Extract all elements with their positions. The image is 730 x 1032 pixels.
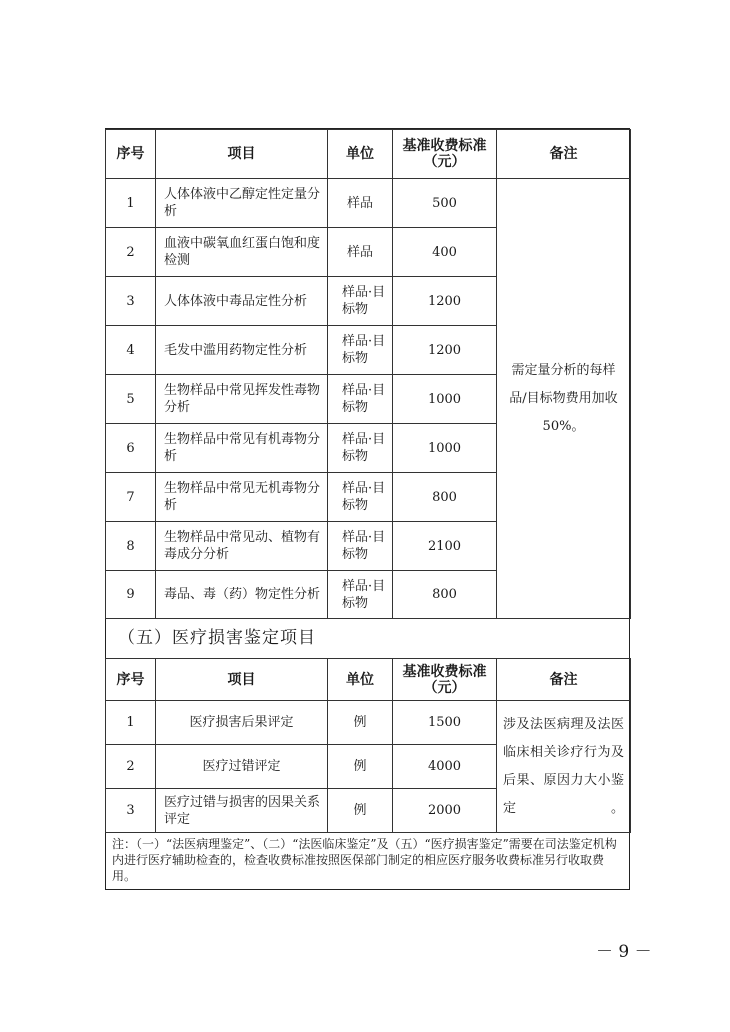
row-no: 7 [106, 473, 156, 522]
header-unit: 单位 [328, 659, 393, 701]
row-unit: 样品 [328, 228, 393, 277]
medical-damage-note: 涉及法医病理及法医临床相关诊疗行为及后果、原因力大小鉴定。 [497, 701, 631, 833]
row-fee: 800 [393, 571, 497, 619]
table-header-row [106, 659, 631, 701]
row-no: 2 [106, 228, 156, 277]
row-fee: 4000 [393, 745, 497, 789]
row-fee: 800 [393, 473, 497, 522]
row-fee: 500 [393, 179, 497, 228]
row-fee: 2100 [393, 522, 497, 571]
header-unit: 单位 [328, 130, 393, 179]
row-no: 4 [106, 326, 156, 375]
row-no: 3 [106, 277, 156, 326]
row-no: 2 [106, 745, 156, 789]
row-unit: 样品·目标物 [328, 424, 393, 473]
row-item: 毛发中滥用药物定性分析 [156, 326, 328, 375]
row-no: 6 [106, 424, 156, 473]
row-item: 人体体液中毒品定性分析 [156, 277, 328, 326]
row-unit: 例 [328, 701, 393, 745]
row-unit: 样品·目标物 [328, 277, 393, 326]
page-number: － 9 － [596, 942, 652, 962]
table-row [106, 701, 631, 745]
section-title: （五）医疗损害鉴定项目 [106, 617, 629, 659]
row-unit: 样品 [328, 179, 393, 228]
row-fee: 2000 [393, 789, 497, 833]
row-unit: 例 [328, 789, 393, 833]
header-no: 序号 [106, 659, 156, 701]
row-no: 1 [106, 179, 156, 228]
row-no: 8 [106, 522, 156, 571]
table-row [106, 179, 631, 228]
row-item: 生物样品中常见动、植物有毒成分分析 [156, 522, 328, 571]
row-unit: 样品·目标物 [328, 522, 393, 571]
row-item: 人体体液中乙醇定性定量分析 [156, 179, 328, 228]
row-item: 生物样品中常见无机毒物分析 [156, 473, 328, 522]
toxicology-fee-table [105, 129, 631, 619]
row-fee: 1000 [393, 375, 497, 424]
row-fee: 1200 [393, 326, 497, 375]
row-fee: 400 [393, 228, 497, 277]
header-note: 备注 [497, 659, 631, 701]
row-unit: 例 [328, 745, 393, 789]
row-unit: 样品·目标物 [328, 473, 393, 522]
row-fee: 1000 [393, 424, 497, 473]
header-note: 备注 [497, 130, 631, 179]
row-unit: 样品·目标物 [328, 375, 393, 424]
header-item: 项目 [156, 130, 328, 179]
row-no: 3 [106, 789, 156, 833]
row-fee: 1200 [393, 277, 497, 326]
row-unit: 样品·目标物 [328, 571, 393, 619]
table-header-row [106, 130, 631, 179]
toxicology-note: 需定量分析的每样品/目标物费用加收50%。 [497, 179, 631, 619]
row-fee: 1500 [393, 701, 497, 745]
row-no: 5 [106, 375, 156, 424]
row-unit: 样品·目标物 [328, 326, 393, 375]
header-fee: 基准收费标准（元） [393, 659, 497, 701]
row-item: 医疗损害后果评定 [156, 701, 328, 745]
row-item: 医疗过错评定 [156, 745, 328, 789]
row-no: 9 [106, 571, 156, 619]
header-item: 项目 [156, 659, 328, 701]
footnote: 注：（一）“法医病理鉴定”、（二）“法医临床鉴定”及（五）“医疗损害鉴定”需要在司法鉴定机构内进行医疗辅助检查的，检查收费标准按照医保部门制定的相应医疗服务收费标准另行收取费用。 [112, 837, 617, 883]
row-item: 医疗过错与损害的因果关系评定 [156, 789, 328, 833]
row-item: 毒品、毒（药）物定性分析 [156, 571, 328, 619]
row-no: 1 [106, 701, 156, 745]
header-no: 序号 [106, 130, 156, 179]
row-item: 生物样品中常见挥发性毒物分析 [156, 375, 328, 424]
row-item: 生物样品中常见有机毒物分析 [156, 424, 328, 473]
medical-damage-fee-table [105, 658, 631, 833]
header-fee: 基准收费标准（元） [393, 130, 497, 179]
row-item: 血液中碳氧血红蛋白饱和度检测 [156, 228, 328, 277]
